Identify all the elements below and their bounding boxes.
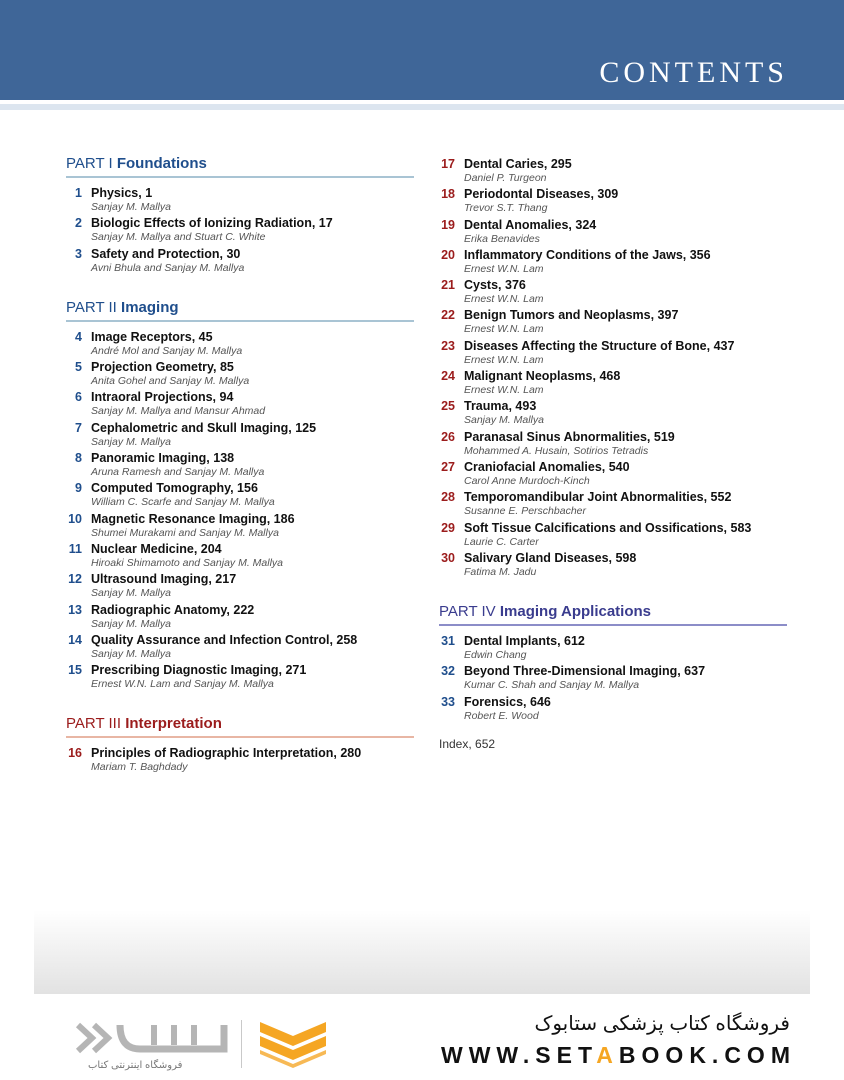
book-logo-icon [256, 1018, 330, 1068]
chapter-entry[interactable] [439, 187, 787, 217]
chapter-title: Craniofacial Anomalies, 540 [464, 459, 630, 474]
part-title: Imaging [121, 298, 179, 316]
chapter-author: Avni Bhula and Sanjay M. Mallya [91, 261, 245, 274]
chapter-author: Sanjay M. Mallya and Stuart C. White [91, 231, 266, 244]
chapter-author: Sanjay M. Mallya [91, 647, 171, 660]
logo-caption: فروشگاه اینترنتی کتاب [88, 1060, 183, 1071]
part-heading [66, 299, 414, 322]
chapter-entry[interactable] [439, 695, 787, 725]
brand-divider [241, 1020, 242, 1068]
page-title: CONTENTS [599, 56, 788, 89]
chapter-entry[interactable] [439, 521, 787, 551]
part-title: Imaging Applications [499, 603, 651, 621]
chapter-number: 22 [441, 308, 455, 323]
chapter-number: 4 [75, 329, 82, 344]
toc-right-column [439, 157, 787, 751]
chapter-author: Sanjay M. Mallya and Mansur Ahmad [91, 405, 266, 418]
chapter-entry[interactable] [439, 218, 787, 248]
chapter-author: André Mol and Sanjay M. Mallya [91, 344, 243, 357]
chapter-entry[interactable] [66, 633, 414, 663]
chapter-number: 28 [441, 490, 455, 505]
chapter-title: Diseases Affecting the Structure of Bone, 437 [464, 338, 735, 353]
chapter-title: Radiographic Anatomy, 222 [91, 602, 255, 617]
chapter-author: Erika Benavides [464, 232, 540, 245]
chapter-number: 16 [68, 746, 82, 761]
part-title: Foundations [116, 155, 207, 172]
part-title: Interpretation [125, 715, 222, 733]
chapter-title: Beyond Three-Dimensional Imaging, 637 [464, 664, 706, 679]
chapter-title: Intraoral Projections, 94 [91, 390, 234, 405]
chapter-number: 2 [75, 216, 82, 231]
chapter-title: Ultrasound Imaging, 217 [91, 572, 237, 587]
chapter-title: Cysts, 376 [464, 278, 526, 293]
chapter-number: 32 [441, 664, 455, 679]
chapter-title: Safety and Protection, 30 [91, 246, 241, 261]
chapter-author: Sanjay M. Mallya [91, 617, 171, 630]
footer-fade [34, 910, 810, 994]
chapter-author: Susanne E. Perschbacher [464, 505, 586, 518]
chapter-title: Benign Tumors and Neoplasms, 397 [464, 308, 679, 323]
chapter-number: 11 [68, 541, 82, 556]
chapter-entry[interactable] [439, 248, 787, 278]
chapter-author: Sanjay M. Mallya [91, 587, 171, 600]
chapter-author: Shumei Murakami and Sanjay M. Mallya [91, 526, 279, 539]
chapter-entry[interactable] [439, 369, 787, 399]
chapter-title: Dental Implants, 612 [464, 634, 585, 649]
chapter-title: Physics, 1 [91, 186, 153, 200]
part-heading [439, 603, 787, 626]
header-rule-light [0, 104, 844, 110]
chapter-author: Sanjay M. Mallya [91, 201, 171, 213]
chapter-title: Computed Tomography, 156 [91, 481, 258, 496]
chapter-author: Hiroaki Shimamoto and Sanjay M. Mallya [91, 556, 283, 569]
chapter-entry[interactable] [66, 360, 414, 390]
chapter-title: Panoramic Imaging, 138 [91, 451, 235, 466]
chapter-title: Dental Caries, 295 [464, 157, 572, 171]
chapter-entry[interactable] [66, 216, 414, 246]
chapter-title: Forensics, 646 [464, 694, 551, 709]
chapter-author: Ernest W.N. Lam [464, 353, 544, 366]
chapter-author: Fatima M. Jadu [464, 565, 537, 578]
index-entry[interactable]: Index, 652 [439, 737, 496, 752]
chapter-number: 13 [68, 602, 82, 617]
chapter-number: 3 [75, 246, 82, 261]
part-number: PART III [66, 715, 122, 733]
chapter-number: 30 [441, 550, 455, 565]
chapter-author: Robert E. Wood [464, 709, 539, 722]
chapter-author: Aruna Ramesh and Sanjay M. Mallya [91, 466, 265, 479]
brand-tagline: فروشگاه کتاب پزشکی ستابوک [534, 1013, 790, 1035]
chapter-number: 26 [441, 429, 455, 444]
chapter-author: Ernest W.N. Lam and Sanjay M. Mallya [91, 678, 274, 691]
chapter-title: Paranasal Sinus Abnormalities, 519 [464, 429, 675, 444]
chapter-title: Periodontal Diseases, 309 [464, 187, 619, 202]
chapter-title: Trauma, 493 [464, 399, 537, 414]
chapter-entry[interactable] [439, 339, 787, 369]
chapter-number: 25 [441, 399, 455, 414]
chapter-entry[interactable] [66, 451, 414, 481]
chapter-entry[interactable] [439, 551, 787, 581]
chapter-title: Principles of Radiographic Interpretation, 280 [91, 746, 362, 761]
part-heading [66, 715, 414, 738]
chapter-number: 7 [75, 420, 82, 435]
setabook-logo-icon [74, 1015, 234, 1061]
chapter-title: Salivary Gland Diseases, 598 [464, 550, 637, 565]
chapter-entry[interactable] [66, 330, 414, 360]
chapter-author: William C. Scarfe and Sanjay M. Mallya [91, 496, 275, 509]
chapter-author: Carol Anne Murdoch-Kinch [464, 474, 590, 487]
chapter-entry[interactable] [66, 603, 414, 633]
chapter-title: Quality Assurance and Infection Control, 258 [91, 632, 358, 647]
chapter-number: 9 [75, 481, 82, 496]
chapter-author: Daniel P. Turgeon [464, 172, 547, 184]
part-number: PART IV [439, 603, 496, 621]
chapter-entry[interactable] [439, 664, 787, 694]
chapter-author: Mariam T. Baghdady [91, 761, 188, 774]
chapter-number: 33 [441, 694, 455, 709]
chapter-author: Trevor S.T. Thang [464, 202, 548, 215]
chapter-title: Projection Geometry, 85 [91, 360, 234, 375]
chapter-entry[interactable] [66, 421, 414, 451]
chapter-title: Image Receptors, 45 [91, 329, 213, 344]
chapter-number: 27 [441, 459, 455, 474]
chapter-author: Sanjay M. Mallya [464, 414, 544, 427]
chapter-number: 21 [441, 278, 455, 293]
chapter-entry[interactable] [439, 308, 787, 338]
chapter-number: 8 [75, 451, 82, 466]
chapter-entry[interactable] [66, 247, 414, 277]
part-heading [66, 155, 414, 178]
chapter-entry[interactable] [66, 512, 414, 542]
chapter-number: 24 [441, 369, 455, 384]
chapter-entry[interactable] [66, 390, 414, 420]
chapter-author: Ernest W.N. Lam [464, 262, 544, 275]
chapter-number: 15 [68, 663, 82, 678]
chapter-author: Ernest W.N. Lam [464, 384, 544, 397]
chapter-entry[interactable] [66, 481, 414, 511]
chapter-number: 20 [441, 247, 455, 262]
chapter-author: Kumar C. Shah and Sanjay M. Mallya [464, 679, 640, 692]
chapter-entry[interactable] [66, 663, 414, 693]
chapter-number: 10 [68, 511, 82, 526]
chapter-title: Inflammatory Conditions of the Jaws, 356 [464, 247, 711, 262]
chapter-entry[interactable] [439, 430, 787, 460]
chapter-entry[interactable] [439, 490, 787, 520]
chapter-author: Sanjay M. Mallya [91, 435, 171, 448]
chapter-entry[interactable] [439, 278, 787, 308]
chapter-number: 14 [68, 632, 82, 647]
chapter-entry[interactable] [439, 157, 787, 187]
chapter-title: Prescribing Diagnostic Imaging, 271 [91, 663, 307, 678]
chapter-number: 1 [75, 186, 82, 200]
chapter-number: 17 [441, 157, 455, 171]
chapter-title: Nuclear Medicine, 204 [91, 541, 222, 556]
chapter-entry[interactable] [66, 572, 414, 602]
chapter-entry[interactable] [66, 746, 414, 776]
chapter-author: Ernest W.N. Lam [464, 323, 544, 336]
chapter-number: 23 [441, 338, 455, 353]
chapter-author: Laurie C. Carter [464, 535, 539, 548]
chapter-number: 6 [75, 390, 82, 405]
chapter-entry[interactable] [66, 542, 414, 572]
chapter-number: 12 [68, 572, 82, 587]
chapter-author: Anita Gohel and Sanjay M. Mallya [91, 375, 250, 388]
toc-left-column [66, 155, 414, 777]
chapter-title: Temporomandibular Joint Abnormalities, 552 [464, 490, 732, 505]
chapter-number: 19 [441, 217, 455, 232]
chapter-entry[interactable] [439, 634, 787, 664]
chapter-number: 29 [441, 520, 455, 535]
chapter-title: Malignant Neoplasms, 468 [464, 369, 621, 384]
chapter-number: 5 [75, 360, 82, 375]
chapter-author: Edwin Chang [464, 649, 527, 662]
chapter-title: Biologic Effects of Ionizing Radiation, 17 [91, 216, 333, 231]
part-number: PART II [66, 298, 117, 316]
chapter-title: Soft Tissue Calcifications and Ossifications, 583 [464, 520, 752, 535]
brand-url[interactable]: WWW.SETABOOK.COM [441, 1042, 796, 1068]
chapter-title: Cephalometric and Skull Imaging, 125 [91, 420, 317, 435]
part-number: PART I [66, 155, 113, 172]
chapter-title: Dental Anomalies, 324 [464, 217, 597, 232]
chapter-entry[interactable] [439, 460, 787, 490]
chapter-author: Ernest W.N. Lam [464, 293, 544, 306]
chapter-number: 31 [441, 634, 455, 649]
chapter-entry[interactable] [439, 399, 787, 429]
chapter-title: Magnetic Resonance Imaging, 186 [91, 511, 295, 526]
chapter-number: 18 [441, 187, 455, 202]
chapter-entry[interactable] [66, 186, 414, 216]
chapter-author: Mohammed A. Husain, Sotirios Tetradis [464, 444, 649, 457]
